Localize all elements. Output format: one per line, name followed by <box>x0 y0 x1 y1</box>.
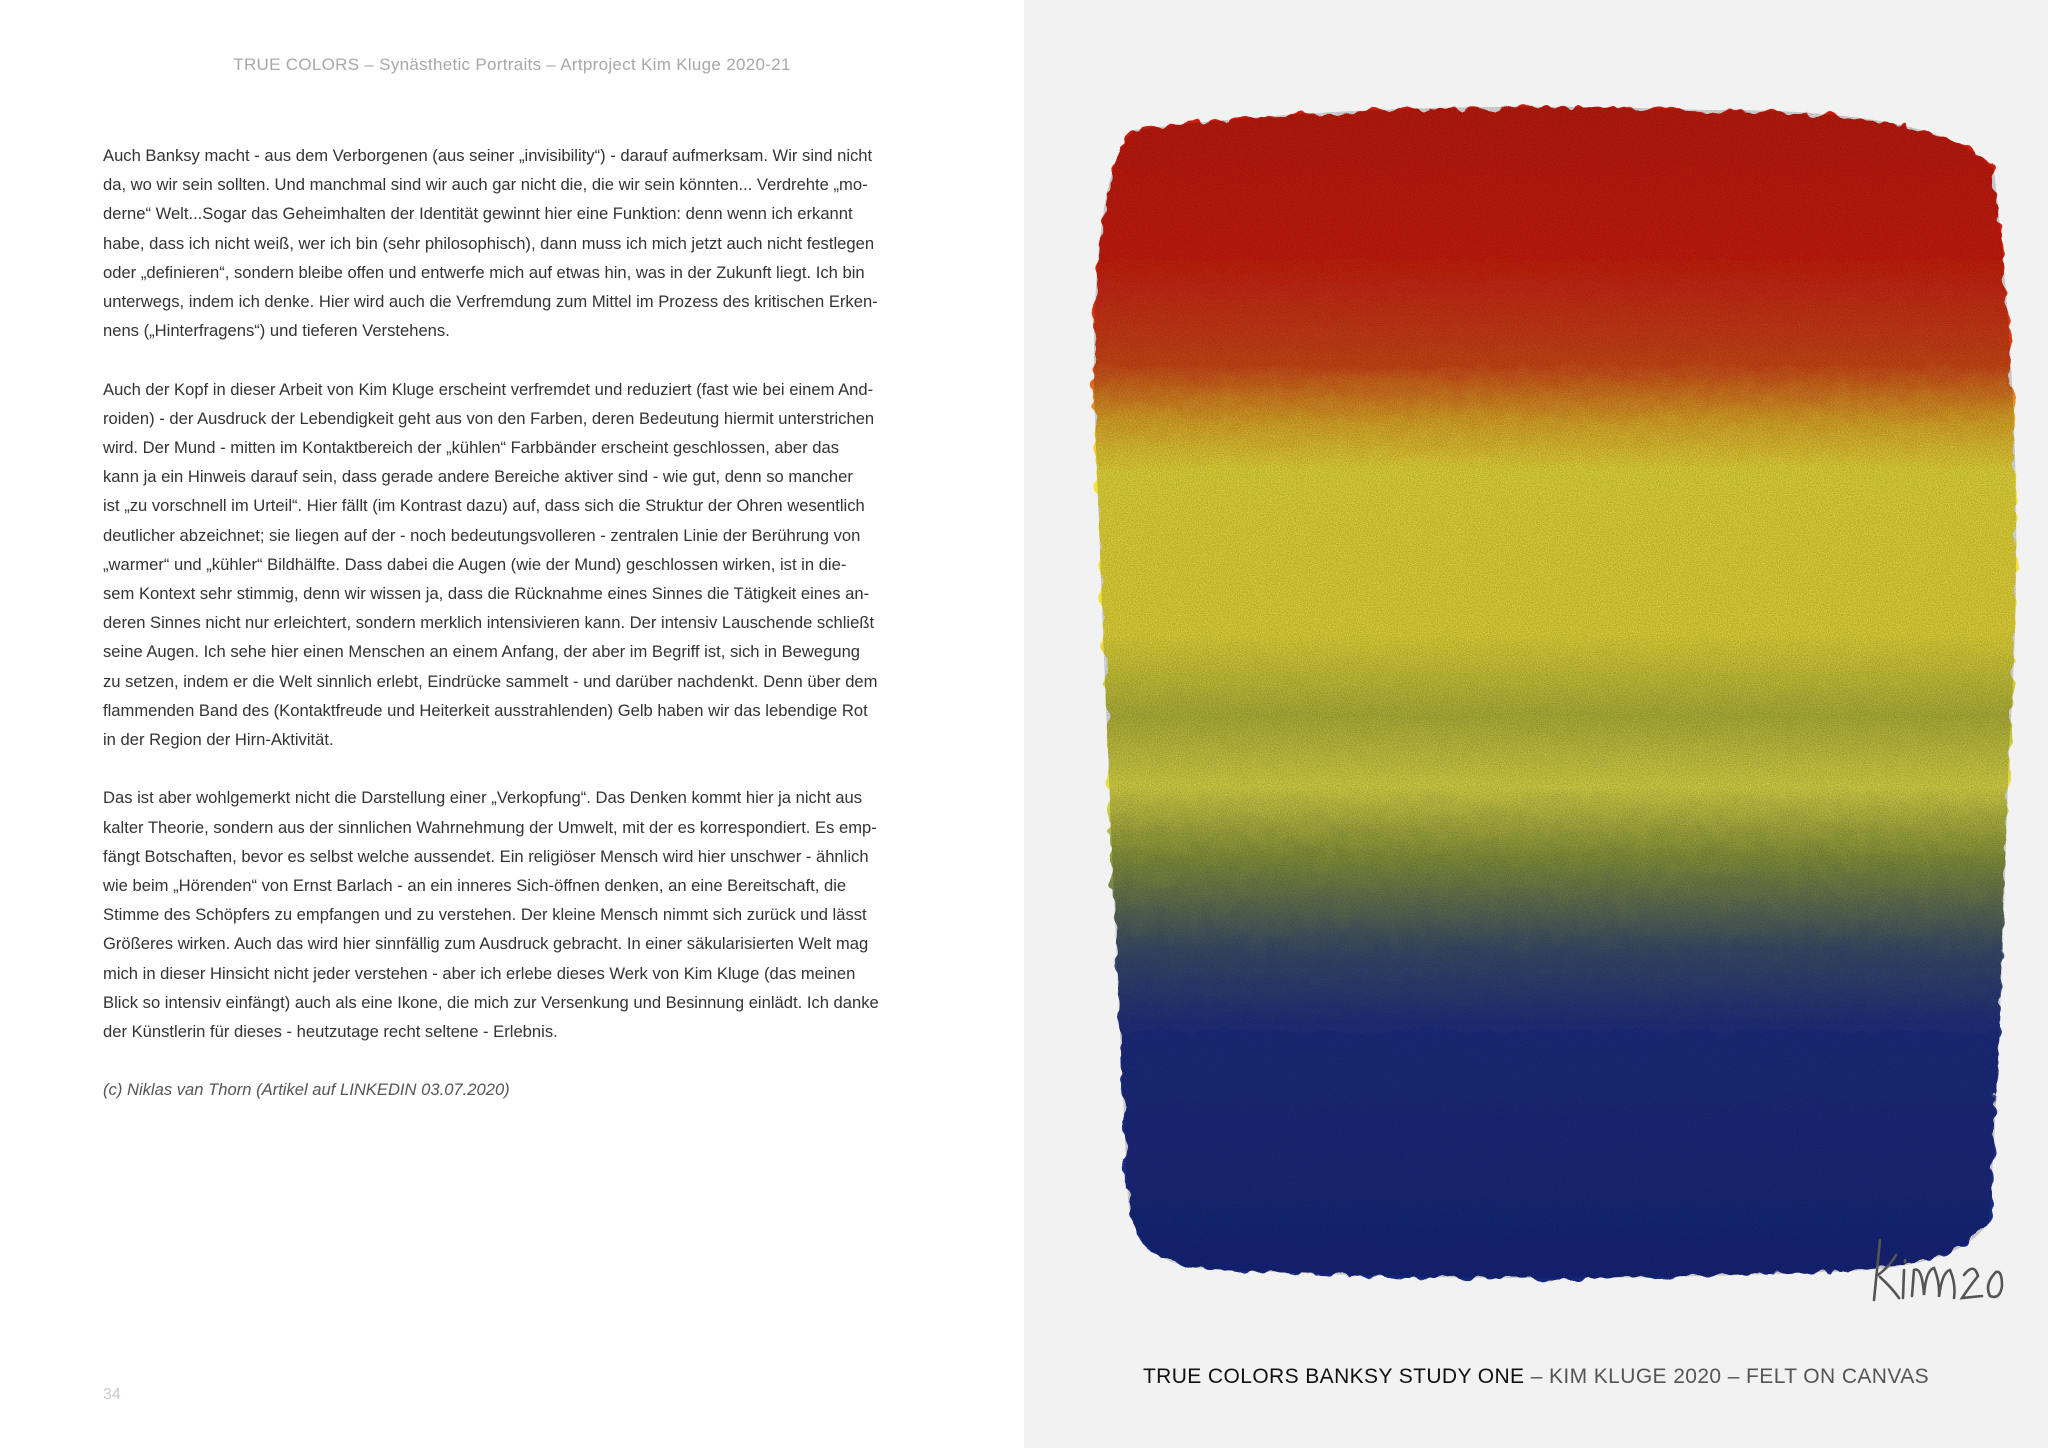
text-line: Das ist aber wohlgemerkt nicht die Darstellung einer „Verkopfung“. Das Denken kommt hier ja nicht aus <box>103 788 863 808</box>
text-line: Blick so intensiv einfängt) auch als eine Ikone, die mich zur Versenkung und Besinnung einlädt. Ich danke <box>103 992 879 1012</box>
article-credit: (c) Niklas van Thorn (Artikel auf LINKEDIN 03.07.2020) <box>103 1080 510 1100</box>
text-line: in der Region der Hirn-Aktivität. <box>103 730 334 750</box>
text-line: wird. Der Mund - mitten im Kontaktbereich der „kühlen“ Farbbänder erscheint geschlossen, aber das <box>103 438 840 458</box>
text-line: derne“ Welt...Sogar das Geheimhalten der Identität gewinnt hier eine Funktion: denn wenn ich erkannt <box>103 204 853 224</box>
text-line: kann ja ein Hinweis darauf sein, dass gerade andere Bereiche aktiver sind - wie gut, denn so mancher <box>103 467 853 487</box>
article-body <box>103 141 923 1134</box>
text-line: ist „zu vorschnell im Urteil“. Hier fällt (im Kontrast dazu) auf, dass sich die Struktur der Ohren wesentlich <box>103 496 865 516</box>
text-line: zu setzen, indem er die Welt sinnlich erlebt, Eindrücke sammelt - und darüber nachdenkt. Denn über dem <box>103 671 878 691</box>
text-line: der Künstlerin für dieses - heutzutage recht seltene - Erlebnis. <box>103 1022 558 1042</box>
text-line: Auch Banksy macht - aus dem Verborgenen (aus seiner „invisibility“) - darauf aufmerksam. Wir sind nicht <box>103 146 873 165</box>
paragraph-3 <box>103 783 923 1046</box>
page-number: 34 <box>103 1386 121 1403</box>
paragraph-1 <box>103 141 923 345</box>
text-line: sem Kontext sehr stimmig, denn wir wissen ja, dass die Rücknahme eines Sinnes die Tätigkeit eines an- <box>103 584 870 604</box>
text-line: „warmer“ und „kühler“ Bildhälfte. Dass dabei die Augen (wie der Mund) geschlossen wirken, ist in die- <box>103 554 847 574</box>
paragraph-2 <box>103 375 923 755</box>
artwork-caption <box>1024 1365 2048 1389</box>
text-line: habe, dass ich nicht weiß, wer ich bin (sehr philosophisch), dann muss ich mich jetzt auch nicht festlegen <box>103 233 875 253</box>
text-line: seine Augen. Ich sehe hier einen Menschen an einem Anfang, der aber im Begriff ist, sich in Bewegung <box>103 642 861 662</box>
text-line: Stimme des Schöpfers zu empfangen und zu verstehen. Der kleine Mensch nimmt sich zurück und lässt <box>103 905 867 925</box>
text-line: da, wo wir sein sollten. Und manchmal sind wir auch gar nicht die, die wir sein könnten... Verdrehte „mo- <box>103 175 868 195</box>
text-line: nens („Hinterfragens“) und tieferen Verstehens. <box>103 321 450 341</box>
text-line: Größeres wirken. Auch das wird hier sinnfällig zum Ausdruck gebracht. In einer säkularisierten Welt mag <box>103 934 869 954</box>
text-line: flammenden Band des (Kontaktfreude und Heiterkeit ausstrahlenden) Gelb haben wir das lebendige Rot <box>103 700 868 720</box>
right-page <box>1024 0 2048 1448</box>
caption-details: – KIM KLUGE 2020 – FELT ON CANVAS <box>1524 1365 1930 1388</box>
text-line: Auch der Kopf in dieser Arbeit von Kim Kluge erscheint verfremdet und reduziert (fast wie bei einem And- <box>103 379 874 399</box>
text-line: mich in dieser Hinsicht nicht jeder verstehen - aber ich erlebe dieses Werk von Kim Kluge (das meinen <box>103 963 856 983</box>
text-line: fängt Botschaften, bevor es selbst welche aussendet. Ein religiöser Mensch wird hier unschwer - ähnlich <box>103 846 869 866</box>
caption-title: TRUE COLORS BANKSY STUDY ONE <box>1142 1365 1525 1388</box>
text-line: unterwegs, indem ich denke. Hier wird auch die Verfremdung zum Mittel im Prozess des kritischen Erken- <box>103 292 878 312</box>
text-line: roiden) - der Ausdruck der Lebendigkeit geht aus von den Farben, deren Bedeutung hiermit unterstrichen <box>103 408 875 428</box>
text-line: deren Sinnes nicht nur erleichtert, sondern merklich intensivieren kann. Der intensiv Lauschende schließt <box>103 613 875 633</box>
running-header: TRUE COLORS – Synästhetic Portraits – Artproject Kim Kluge 2020-21 <box>233 55 791 74</box>
text-line: deutlicher abzeichnet; sie liegen auf der - noch bedeutungsvolleren - zentralen Linie der Berührung von <box>103 525 861 545</box>
text-line: wie beim „Hörenden“ von Ernst Barlach - an ein inneres Sich-öffnen denken, an eine Bereitschaft, die <box>103 876 847 896</box>
text-line: kalter Theorie, sondern aus der sinnlichen Wahrnehmung der Umwelt, mit der es korrespondiert. Es emp- <box>103 817 877 837</box>
felt-artwork <box>1084 90 2024 1330</box>
text-line: oder „definieren“, sondern bleibe offen und entwerfe mich auf etwas hin, was in der Zukunft liegt. Ich bin <box>103 262 865 282</box>
